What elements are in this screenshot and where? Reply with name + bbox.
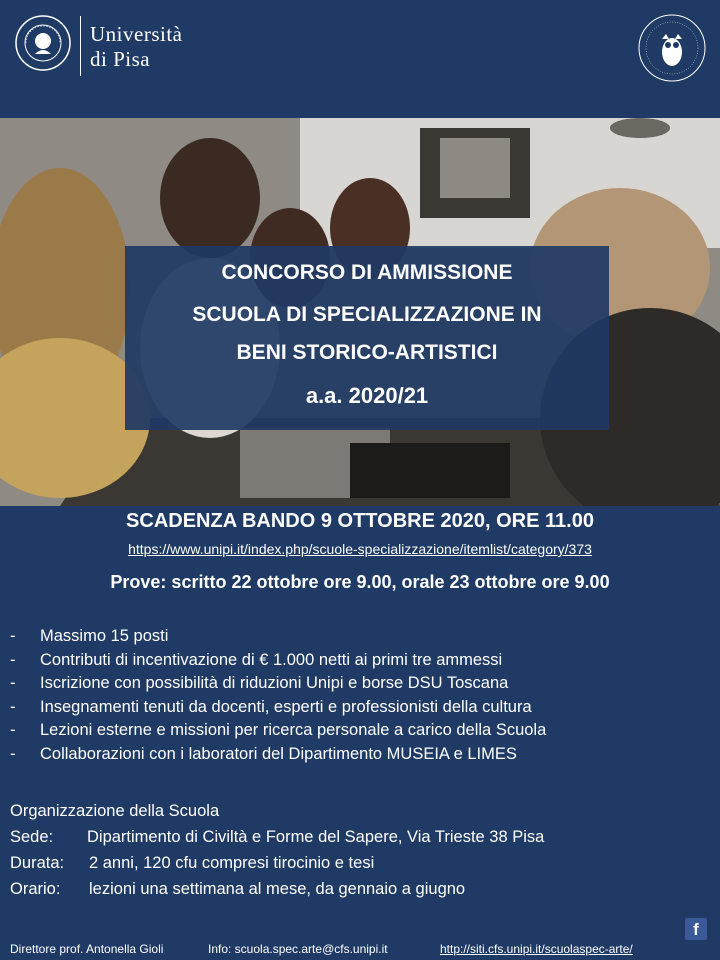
list-item bbox=[10, 696, 710, 720]
list-item-text: Collaborazioni con i laboratori del Dipartimento MUSEIA e LIMES bbox=[40, 744, 517, 763]
durata-value: 2 anni, 120 cfu compresi tirocinio e tesi bbox=[89, 854, 375, 872]
bullet-dash: - bbox=[10, 744, 16, 763]
bullet-dash: - bbox=[10, 674, 16, 693]
list-item-text: Insegnamenti tenuti da docenti, esperti e professionisti della cultura bbox=[40, 697, 532, 716]
bullet-dash: - bbox=[10, 721, 16, 740]
sede-row bbox=[10, 824, 710, 850]
academic-year: a.a. 2020/21 bbox=[305, 383, 429, 408]
organization-heading: Organizzazione della Scuola bbox=[10, 802, 220, 820]
title-line-3: BENI STORICO-ARTISTICI bbox=[236, 341, 498, 364]
sede-value: Dipartimento di Civiltà e Forme del Sapere, Via Trieste 38 Pisa bbox=[87, 828, 545, 846]
orario-row bbox=[10, 876, 710, 902]
bando-link[interactable]: https://www.unipi.it/index.php/scuole-specializzazione/itemlist/category/373 bbox=[128, 541, 592, 557]
list-item-text: Iscrizione con possibilità di riduzioni Unipi e borse DSU Toscana bbox=[40, 674, 509, 693]
bullet-dash: - bbox=[10, 650, 16, 669]
durata-row bbox=[10, 850, 710, 876]
list-item bbox=[10, 672, 710, 696]
list-item-text: Massimo 15 posti bbox=[40, 627, 169, 645]
title-line-2: SCUOLA DI SPECIALIZZAZIONE IN bbox=[192, 303, 542, 326]
university-name bbox=[90, 22, 182, 72]
website-link[interactable]: http://siti.cfs.unipi.it/scuolaspec-arte/ bbox=[440, 942, 633, 956]
list-item bbox=[10, 719, 710, 743]
list-item-text: Lezioni esterne e missioni per ricerca personale a carico della Scuola bbox=[40, 721, 547, 740]
orario-label: Orario: bbox=[10, 880, 61, 898]
deadline: SCADENZA BANDO 9 OTTOBRE 2020, ORE 11.00 bbox=[126, 510, 594, 532]
exam-dates: Prove: scritto 22 ottobre ore 9.00, orale 23 ottobre ore 9.00 bbox=[110, 572, 610, 592]
sede-label: Sede: bbox=[10, 828, 54, 846]
list-item bbox=[10, 625, 710, 649]
list-item-text: Contributi di incentivazione di € 1.000 netti ai primi tre ammessi bbox=[40, 650, 503, 669]
title-box bbox=[125, 246, 609, 430]
title-line-1: CONCORSO DI AMMISSIONE bbox=[221, 261, 513, 284]
header bbox=[0, 0, 720, 118]
university-name-line2: di Pisa bbox=[90, 47, 151, 71]
bullet-dash: - bbox=[10, 697, 16, 716]
university-seal-icon bbox=[14, 14, 72, 72]
logo-divider bbox=[80, 16, 81, 76]
list-item bbox=[10, 743, 710, 767]
university-name-line1: Università bbox=[90, 22, 183, 46]
facebook-icon[interactable]: f bbox=[685, 918, 707, 940]
organization-section bbox=[10, 798, 710, 902]
owl-logo-icon bbox=[636, 12, 708, 84]
footer bbox=[10, 940, 710, 958]
list-item bbox=[10, 649, 710, 673]
contact-email[interactable]: Info: scuola.spec.arte@cfs.unipi.it bbox=[208, 942, 388, 956]
orario-value: lezioni una settimana al mese, da gennaio a giugno bbox=[89, 880, 466, 898]
director-name: Direttore prof. Antonella Gioli bbox=[10, 942, 164, 956]
durata-label: Durata: bbox=[10, 854, 65, 872]
feature-list bbox=[10, 625, 710, 767]
bullet-dash: - bbox=[10, 627, 16, 645]
